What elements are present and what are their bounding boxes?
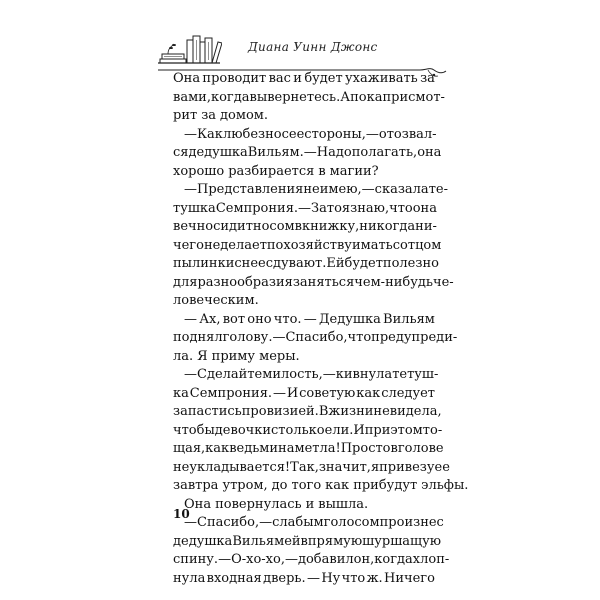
page-number: 10 <box>173 507 190 521</box>
text-line: ловеческим. <box>173 293 259 308</box>
text-line: хорошо разбирается в магии? <box>173 163 379 179</box>
text-line: вами, когда вы вернетесь. А пока присмот- <box>173 89 445 105</box>
text-line: поднял голову. — Спасибо, что предупреди- <box>173 330 458 345</box>
text-line: Она проводит вас и будет ухаживать за <box>173 71 435 86</box>
body-text <box>173 70 469 588</box>
text-line: — Ах, вот оно что. — Дедушка Вильям <box>184 311 435 327</box>
text-line: дедушка Вильям ей в прямую шуршащую <box>173 533 442 549</box>
text-line: ся дедушка Вильям. — Надо полагать, она <box>173 145 442 160</box>
text-line: нула входная дверь. — Ну что ж. Ничего <box>173 570 435 586</box>
text-line: чего не делает по хозяйству и мать с отцом <box>173 237 442 253</box>
text-line: пылинки с нее сдувают. Ей будет полезно <box>173 256 439 271</box>
text-line: ла. Я приму меры. <box>173 348 300 364</box>
text-line: тушка Семпрония. — Зато я знаю, что она <box>173 200 437 216</box>
text-line: — Представления не имею, — сказала те- <box>184 182 448 197</box>
text-line: — Спасибо, — слабым голосом произнес <box>184 515 444 530</box>
text-line: спину. — О-хо-хо, — добавил он, когда хлоп- <box>173 552 450 567</box>
text-line: рит за домом. <box>173 108 269 123</box>
text-line: завтра утром, до того как прибудут эльфы. <box>173 478 469 493</box>
text-line: Она повернулась и вышла. <box>184 496 369 512</box>
books-icon <box>158 30 222 66</box>
text-line: не укладывается! Так, значит, я привезу ее <box>173 459 450 475</box>
text-line: чтобы девочки столько ели. И при этом то- <box>173 422 443 438</box>
text-line: ка Семпрония. — И советую как следует <box>173 385 435 401</box>
text-line: вечно сидит носом в книжку, никогда ни- <box>173 219 437 234</box>
text-line: щая, как ведьмина метла! Просто в голове <box>173 441 444 456</box>
text-line: для разнообразия заняться чем-нибудь че- <box>173 274 454 290</box>
text-line: — Сделайте милость, — кивнула тетуш- <box>184 367 439 382</box>
header-author: Диана Уинн Джонс <box>248 40 378 54</box>
text-line: запастись провизией. В жизни не видела, <box>173 404 442 419</box>
text-line: — Как любезно с ее стороны, — отозвал- <box>184 126 437 142</box>
